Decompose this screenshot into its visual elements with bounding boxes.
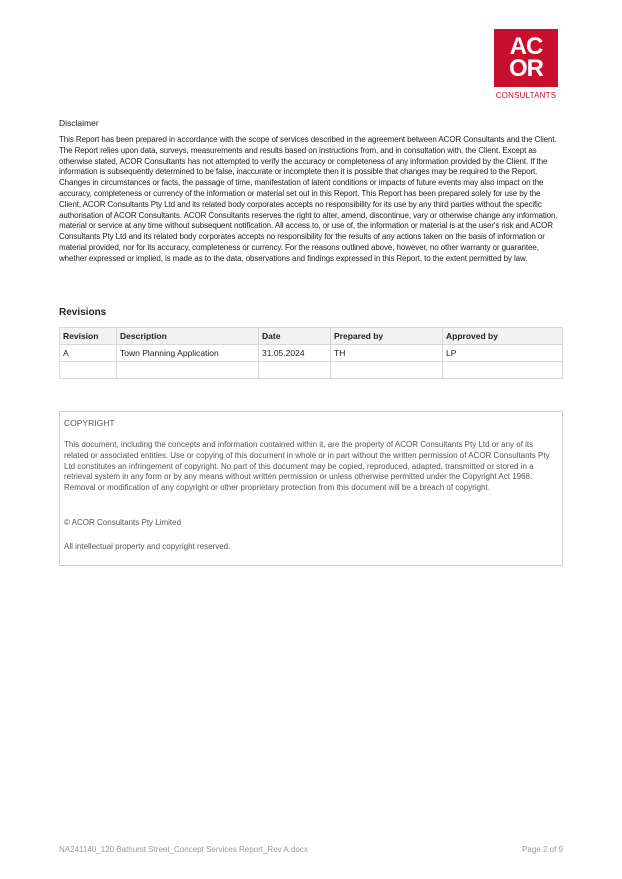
footer-page-number: Page 2 of 9 [522,845,563,854]
revisions-table [59,327,563,379]
footer-document-name: NA241140_120 Bathurst Street_Concept Services Report_Rev A.docx [59,845,308,854]
table-header-row [60,328,563,345]
cell-revision [60,362,117,379]
cell-prepared-by: TH [331,345,443,362]
cell-description: Town Planning Application [117,345,259,362]
table-row [60,362,563,379]
header-revision: Revision [60,328,117,345]
logo-subtitle: CONSULTANTS [495,91,557,100]
logo-text-bottom: OR [509,55,543,82]
cell-date [259,362,331,379]
disclaimer-title: Disclaimer [59,118,99,128]
header-description: Description [117,328,259,345]
header-approved-by: Approved by [443,328,563,345]
cell-revision: A [60,345,117,362]
header-prepared-by: Prepared by [331,328,443,345]
cell-approved-by [443,362,563,379]
copyright-title: COPYRIGHT [64,418,115,428]
table-row [60,345,563,362]
revisions-title: Revisions [59,307,107,318]
cell-date: 31.05.2024 [259,345,331,362]
logo-mark [494,29,558,87]
cell-description [117,362,259,379]
header-date: Date [259,328,331,345]
disclaimer-body: This Report has been prepared in accordance with the scope of services described in the agreement between ACOR Consultants and the Client. The Report relies upon data, surveys, measurements and results based on instructions from, and in consultation with, the Client. Except as otherwise stated, ACOR Consultants has not attempted to verify the accuracy or completeness of any information provided by the Client. If the information is subsequently determined to be false, inaccurate or incomplete then it is possible that changes may be required to the Report. Changes in circumstances or facts, the passage of time, manifestation of latent conditions or impacts of future events may also impact on the accuracy, completeness or currency of the information or material set out in this Report. This Report has been prepared solely for use by the Client, ACOR Consultants Pty Ltd and its related body corporates accepts no responsibility for its use by any third parties without the specific authorisation of ACOR Consultants. ACOR Consultants reserves the right to alter, amend, discontinue, vary or otherwise change any information, material or service at any time without subsequent notification. All access to, or use of, the information or material is at the user's risk and ACOR Consultants Pty Ltd and its related body corporates accepts no responsibility for the results of any actions taken on the basis of information or material provided, nor for its accuracy, completeness or currency. For the reasons outlined above, however, no other warranty or guarantee, whether expressed or implied, is made as to the data, observations and findings expressed in this Report, to the extent permitted by law. [59,135,558,263]
copyright-box [59,411,563,566]
logo-text-top: AC [509,33,543,60]
cell-prepared-by [331,362,443,379]
copyright-text: This document, including the concepts and information contained within it, are the property of ACOR Consultants Pty Ltd or any of its related or associated entities. Use or copying of this document in whole or in part without the written permission of ACOR Consultants Pty Ltd constitutes an infringement of copyright. No part of this document may be copied, reproduced, adapted, transmitted or stored in a retrieval system in any form or by any means without written permission or unless otherwise permitted under the Copyright Act 1968. Removal or modification of any copyright or other proprietary protection from this document will be a breach of copyright. [64,440,550,493]
copyright-rights: All intellectual property and copyright reserved. [64,542,231,551]
copyright-company: © ACOR Consultants Pty Limited [64,518,182,527]
acor-logo [494,29,558,101]
cell-approved-by: LP [443,345,563,362]
